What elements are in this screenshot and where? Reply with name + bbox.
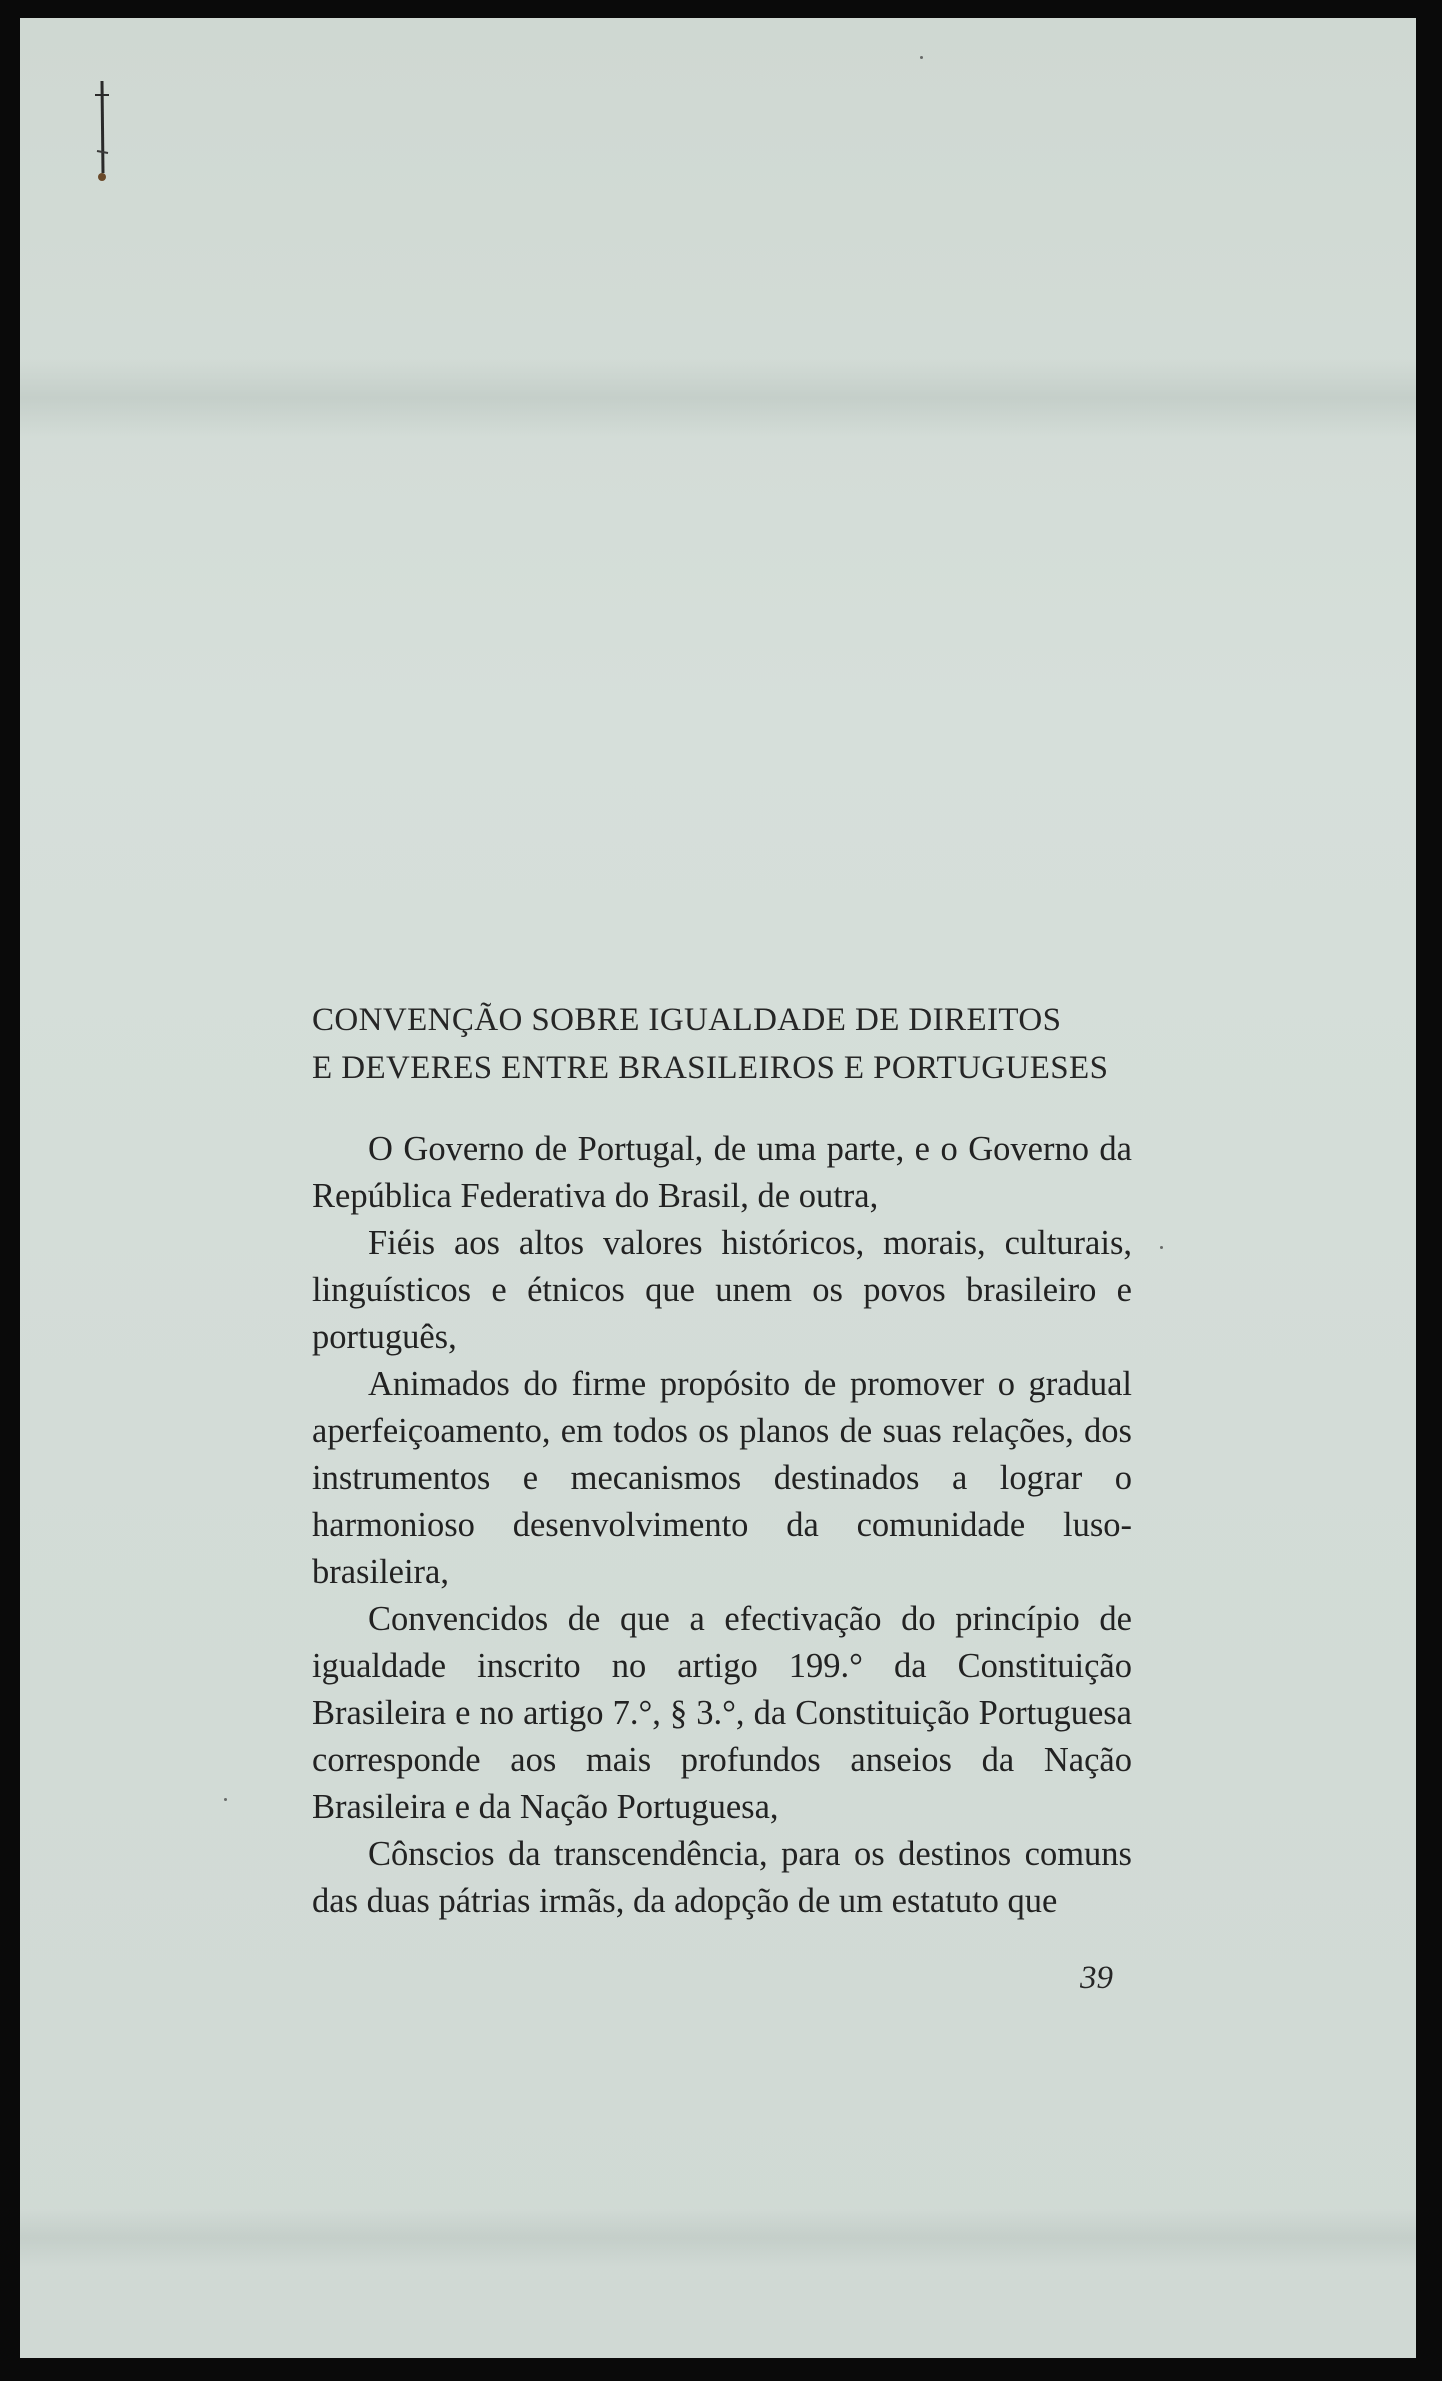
- speck: [920, 56, 923, 59]
- paragraph-animados: Animados do firme propósito de promover o gradual aperfeiçoamento, em todos os planos de suas relações, dos instrumentos e mecanismos destinados a lograr o harmonioso desenvolvimento da comunidade luso-brasileira,: [312, 1365, 1132, 1591]
- page-number: 39: [1080, 1960, 1113, 1996]
- paragraph-conscios: Cônscios da transcendência, para os destinos comuns das duas pátrias irmãs, da adopção de um estatuto que: [312, 1835, 1132, 1920]
- ink-mark-icon: [86, 73, 116, 193]
- paragraph-fieis: Fiéis aos altos valores históricos, morais, culturais, linguísticos e étnicos que unem os povos brasileiro e português,: [312, 1224, 1132, 1356]
- document-body: [312, 1126, 1132, 1925]
- speck: [1160, 1246, 1163, 1249]
- title-line-2: E DEVERES ENTRE BRASILEIROS E PORTUGUESES: [312, 1050, 1109, 1086]
- paragraph-preamble: O Governo de Portugal, de uma parte, e o Governo da República Federativa do Brasil, de outra,: [312, 1130, 1132, 1215]
- document-page: [20, 18, 1416, 2358]
- paragraph-convencidos: Convencidos de que a efectivação do princípio de igualdade inscrito no artigo 199.° da Constituição Brasileira e no artigo 7.°, § 3.°, da Constituição Portuguesa corresponde aos mais profundos anseios da Nação Brasileira e da Nação Portuguesa,: [312, 1600, 1132, 1826]
- title-line-1: CONVENÇÃO SOBRE IGUALDADE DE DIREITOS: [312, 1002, 1062, 1038]
- document-title: [312, 996, 1132, 1092]
- speck: [224, 1798, 227, 1801]
